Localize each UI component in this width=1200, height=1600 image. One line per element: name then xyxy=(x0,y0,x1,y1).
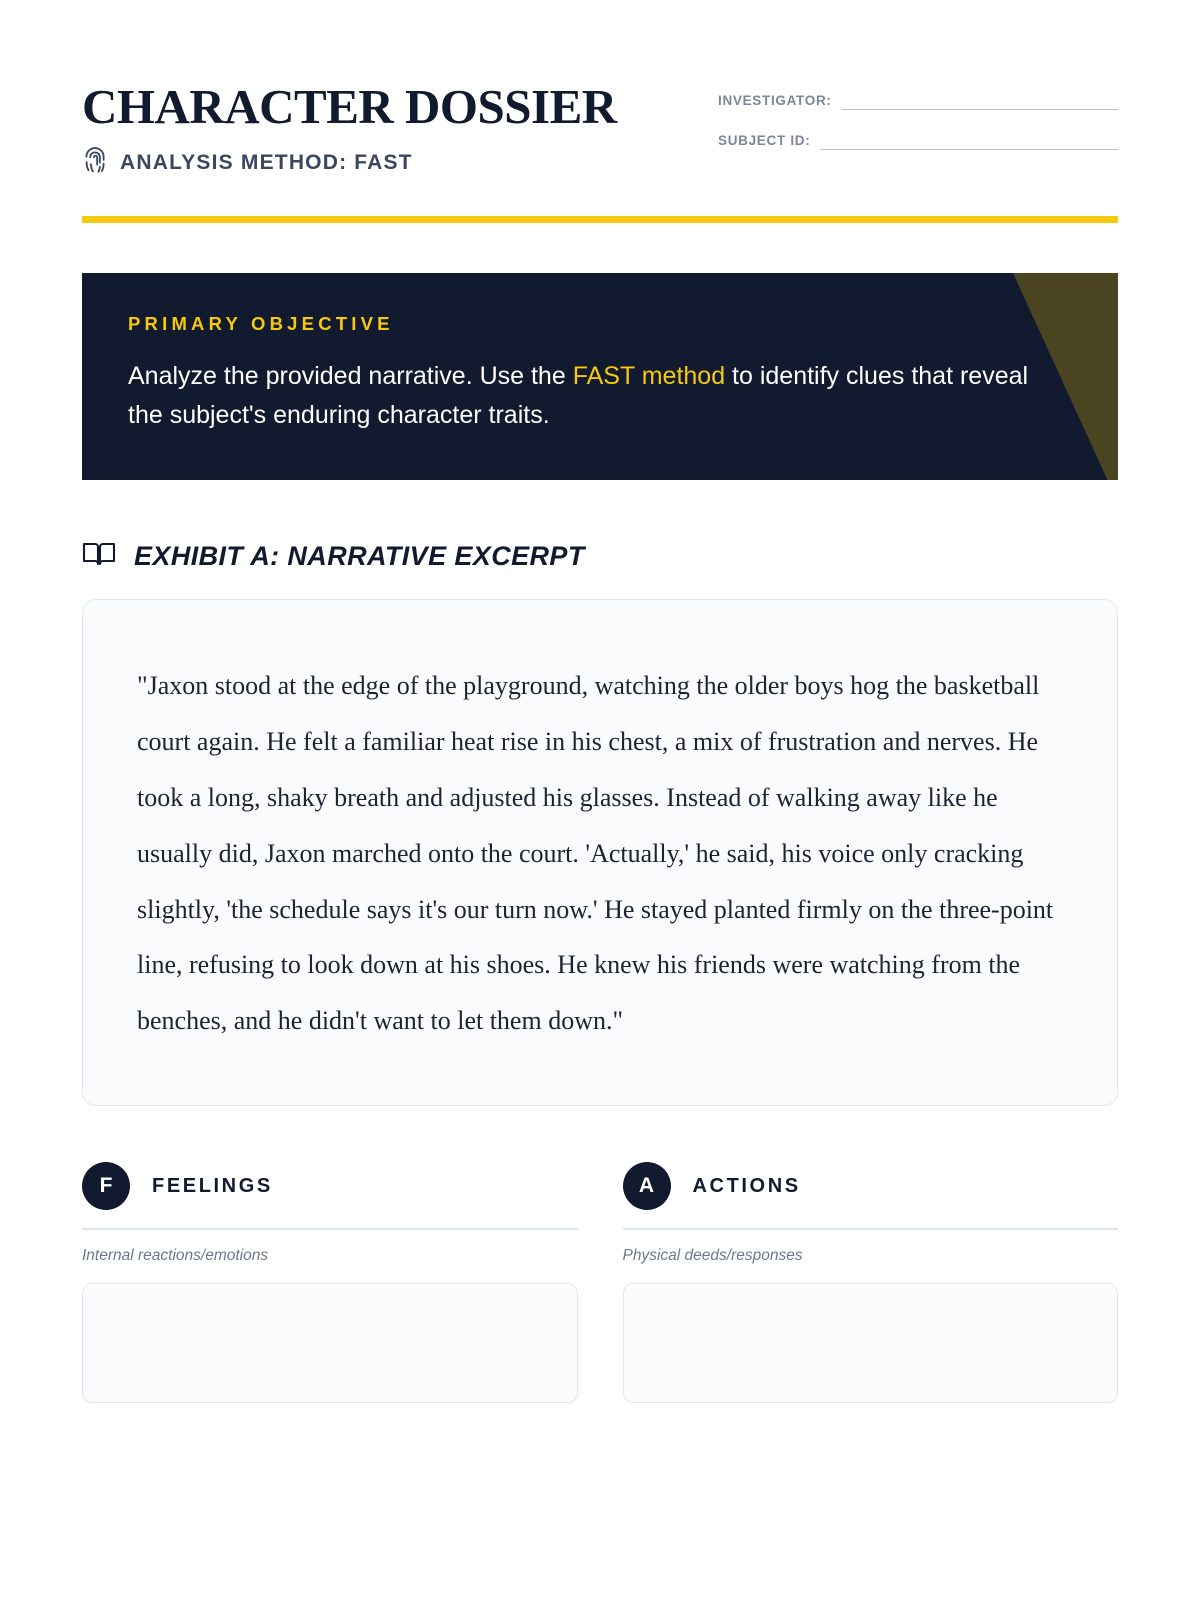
investigator-input[interactable] xyxy=(842,92,1118,110)
fast-sections-grid xyxy=(82,1162,1118,1403)
analysis-method-label: ANALYSIS METHOD: FAST xyxy=(120,151,413,175)
fingerprint-icon xyxy=(82,147,108,180)
actions-header xyxy=(623,1162,1119,1210)
analysis-method-row xyxy=(82,147,617,180)
fast-section-feelings xyxy=(82,1162,578,1403)
primary-objective-card xyxy=(82,273,1118,480)
subject-id-label: SUBJECT ID: xyxy=(718,133,811,148)
page-header xyxy=(82,78,1118,180)
header-fields xyxy=(718,78,1118,172)
exhibit-title: EXHIBIT A: NARRATIVE EXCERPT xyxy=(134,540,585,571)
feelings-answer-field[interactable] xyxy=(82,1283,578,1403)
exhibit-header xyxy=(82,540,1118,573)
narrative-excerpt-box xyxy=(82,599,1118,1106)
header-divider xyxy=(82,216,1118,223)
feelings-divider xyxy=(82,1228,578,1230)
feelings-hint: Internal reactions/emotions xyxy=(82,1246,269,1264)
fast-section-actions xyxy=(623,1162,1119,1403)
investigator-field-row xyxy=(718,92,1118,110)
actions-badge: A xyxy=(623,1162,671,1210)
objective-text-after: to identify clues that reveal the subject's enduring character traits. xyxy=(128,361,1029,430)
actions-answer-field[interactable] xyxy=(623,1283,1119,1403)
subject-id-field-row xyxy=(718,132,1118,150)
feelings-label: FEELINGS xyxy=(152,1174,273,1197)
objective-text-before: Analyze the provided narrative. Use the xyxy=(128,361,573,390)
subject-id-input[interactable] xyxy=(820,132,1118,150)
book-open-icon xyxy=(82,540,116,573)
feelings-header xyxy=(82,1162,578,1210)
narrative-excerpt-text: "Jaxon stood at the edge of the playground, watching the older boys hog the basketball court again. He felt a familiar heat rise in his chest, a mix of frustration and nerves. He took a long, shaky breath and adjusted his glasses. Instead of walking away like he usually did, Jaxon marched onto the court. 'Actually,' he said, his voice only cracking slightly, 'the schedule says it's our turn now.' He stayed planted firmly on the three-point line, refusing to look down at his shoes. He knew his friends were watching from the benches, and he didn't want to let them down." xyxy=(137,670,1054,1036)
objective-text xyxy=(128,357,1038,436)
actions-hint: Physical deeds/responses xyxy=(622,1246,803,1264)
objective-label: PRIMARY OBJECTIVE xyxy=(128,312,394,334)
objective-highlight: FAST method xyxy=(572,361,726,390)
investigator-label: INVESTIGATOR: xyxy=(718,93,832,108)
page-title: CHARACTER DOSSIER xyxy=(82,79,617,134)
title-block xyxy=(82,78,617,180)
feelings-badge: F xyxy=(82,1162,130,1210)
actions-label: ACTIONS xyxy=(692,1174,801,1197)
actions-divider xyxy=(623,1228,1119,1230)
